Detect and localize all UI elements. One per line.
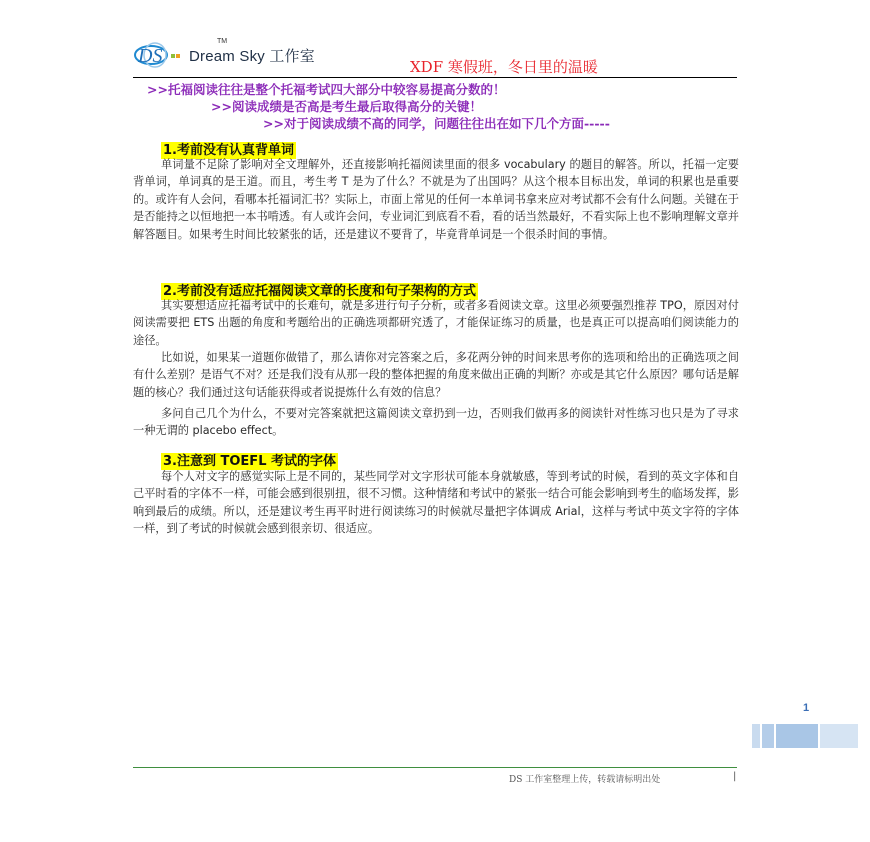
section-1-heading: 1.考前没有认真背单词 [163,143,294,158]
section-3-heading: 3.注意到 TOEFL 考试的字体 [163,454,336,469]
page-tab-decoration [752,724,858,748]
page-number: 1 [803,702,810,714]
intro-line-3: >>对于阅读成绩不高的同学，问题往往出在如下几个方面----- [263,116,610,131]
logo-mark-icon [133,40,183,70]
section-1-paragraph: 单词量不足除了影响对全文理解外，还直接影响托福阅读里面的很多 vocabulary 的题目的解答。所以，托福一定要背单词，单词真的是王道。而且，考生考 T 是为了什么？不就是为了出国吗？从这个根本目标出发，单词的积累也是重要的。或许有人会问，看哪本托福词汇书？实际上，市面上常见的任何一本单词书拿来应对考试都不会有什么问题。关键在于是否能持之以恒地把一本书啃透。有人或许会问，专业词汇到底看不看，看的话当然最好，不看实际上也不影响理解文章并解答题目。如果考生时间比较紧张的话，还是建议不要背了，毕竟背单词是一个很杀时间的事情。 [133,158,739,241]
footer-divider [133,767,737,768]
footer-text: DS 工作室整理上传，转载请标明出处 [509,775,661,785]
header-divider [133,77,737,78]
header-slogan: XDF 寒假班，冬日里的温暖 [410,58,598,76]
section-3-paragraph: 每个人对文字的感觉实际上是不同的，某些同学对文字形状可能本身就敏感，等到考试的时候，看到的英文字体和自己平时看的字体不一样，可能会感到很别扭，很不习惯。这种情绪和考试中的紧张一结合可能会影响到考生的临场发挥，影响到最后的成绩。所以，还是建议考生再平时进行阅读练习的时候就尽量把字体调成 Arial，这样与考试中英文字符的字体一样，到了考试的时候就会感到很亲切、很适应。 [133,470,739,536]
footer-separator: | [733,771,737,782]
svg-text:DS: DS [138,45,163,67]
section-2-paragraph-3: 多问自己几个为什么，不要对完答案就把这篇阅读文章扔到一边，否则我们做再多的阅读针对性练习也只是为了寻求一种无谓的 placebo effect。 [133,407,739,438]
intro-line-2: >>阅读成绩是否高是考生最后取得高分的关键！ [211,99,482,114]
logo-text: Dream Sky 工作室 [189,47,315,65]
section-2-heading: 2.考前没有适应托福阅读文章的长度和句子架构的方式 [163,284,476,299]
intro-line-1: >>托福阅读往往是整个托福考试四大部分中较容易提高分数的！ [147,82,506,97]
section-2-paragraph-2: 比如说，如果某一道题你做错了，那么请你对完答案之后，多花两分钟的时间来思考你的选项和给出的正确选项之间有什么差别？是语气不对？还是我们没有从那一段的整体把握的角度来做出正确的判断？亦或是其它什么原因？哪句话是解题的核心？我们通过这句话能获得或者说提炼什么有效的信息？ [133,351,739,399]
section-2-paragraph-1: 其实要想适应托福考试中的长难句，就是多进行句子分析，或者多看阅读文章。这里必须要强烈推荐 TPO，原因对付阅读需要把 ETS 出题的角度和考题给出的正确选项都研究透了，才能保证练习的质量，也是真正可以提高咱们阅读能力的途径。 [133,299,739,347]
trademark-mark: TM [217,38,228,45]
